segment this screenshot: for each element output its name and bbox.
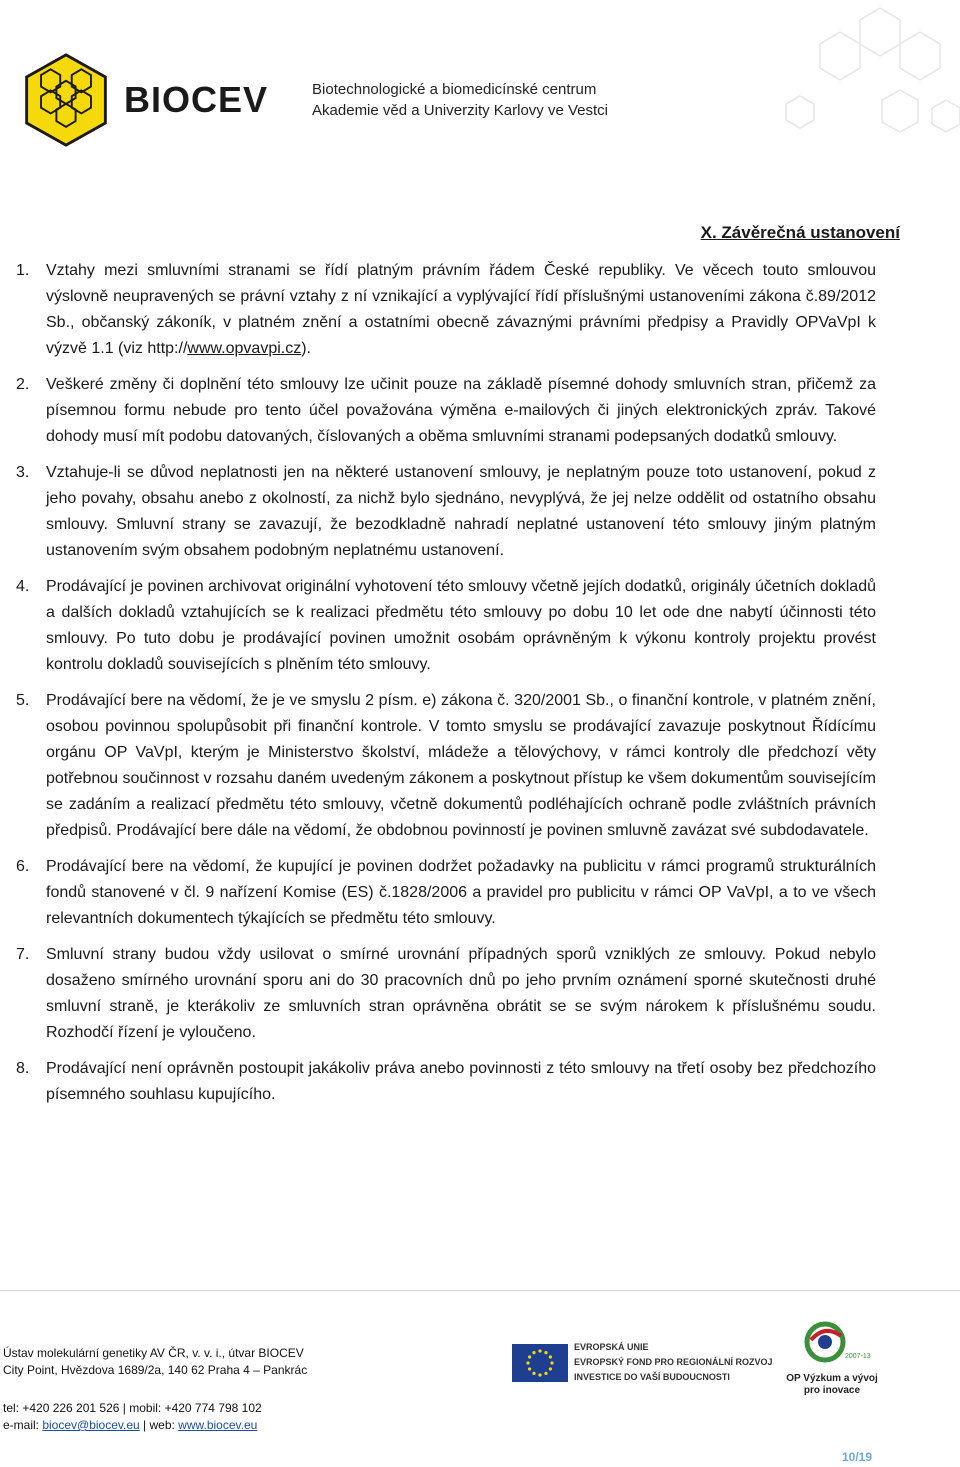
- item-number: 7.: [16, 946, 30, 963]
- biocev-wordmark: BIOCEV: [124, 79, 269, 120]
- item-text: Prodávající není oprávněn postoupit jakákoliv práva anebo povinnosti z této smlouvy na třetí osoby bez předchozího písemného souhlasu kupujícího.: [46, 1060, 876, 1103]
- header-subtitle-line1: Biotechnologické a biomedicínské centrum: [312, 81, 597, 98]
- item-text: Prodávající bere na vědomí, že kupující je povinen dodržet požadavky na publicitu v rámci programů strukturálních fondů stanovené v čl. 9 nařízení Komise (ES) č.1828/2006 a pravidel pro publicitu v rámci OP VaVpI, a to ve všech relevantních dokumentech týkajících se předmětu této smlouvy.: [46, 858, 876, 927]
- op-vavpi-logo: [786, 1318, 878, 1397]
- item-text: Vztahuje-li se důvod neplatnosti jen na některé ustanovení smlouvy, je neplatným pouze toto ustanovení, pokud z jeho povahy, obsahu anebo z okolností, za nichž bylo sjednáno, nevyplývá, že jej nelze oddělit od ostatního obsahu smlouvy. Smluvní strany se zavazují, že bezodkladně nahradí neplatné ustanovení této smlouvy jiným platným ustanovením svým obsahem podobným neplatnému ustanovení.: [46, 464, 876, 559]
- item-number: 8.: [16, 1060, 30, 1077]
- web-label: | web:: [139, 1418, 179, 1432]
- provisions-list: [16, 258, 876, 1118]
- item-text: Prodávající je povinen archivovat originální vyhotovení této smlouvy včetně jejích dodatků, originály účetních dokladů a dalších dokladů vztahujících se k realizaci předmětu této smlouvy po dobu 10 let ode dne nabytí účinnosti této smlouvy. Po tuto dobu je prodávající povinen umožnit osobám oprávněným k výkonu kontroly projektu provést kontrolu dokladů souvisejících s plněním této smlouvy.: [46, 578, 876, 673]
- header-subtitle-line2: Akademie věd a Univerzity Karlovy ve Vestci: [312, 102, 608, 119]
- list-item: [16, 688, 876, 844]
- footer-org: Ústav molekulární genetiky AV ČR, v. v. i., útvar BIOCEV: [3, 1346, 304, 1360]
- email-link[interactable]: biocev@biocev.eu: [42, 1418, 140, 1432]
- eu-flag-icon: [512, 1344, 568, 1382]
- list-item: [16, 574, 876, 678]
- decorative-hexagon-pattern: [600, 0, 960, 160]
- list-item: [16, 854, 876, 932]
- item-text: [46, 258, 876, 362]
- item-number: 3.: [16, 464, 30, 481]
- biocev-honeycomb-logo-icon: [18, 52, 114, 148]
- item-number: 1.: [16, 262, 30, 279]
- op-line2: pro inovace: [803, 1385, 861, 1396]
- op-years: 2007-13: [845, 1353, 871, 1360]
- item-number: 4.: [16, 578, 30, 595]
- item-text-part: ).: [301, 340, 311, 357]
- item-text: Smluvní strany budou vždy usilovat o smírné urovnání případných sporů vzniklých ze smlouvy. Pokud nebylo dosaženo smírného urovnání sporu ani do 30 pracovních dnů po jeho prvním oznámení sporné skutečnosti druhé smluvní straně, je kterákoliv ze smluvních stran oprávněna obrátit se se svým nárokem k příslušnému soudu. Rozhodčí řízení je vyloučeno.: [46, 946, 876, 1041]
- list-item: [16, 372, 876, 450]
- header-subtitle: [312, 79, 608, 121]
- page-number: 10/19: [841, 1450, 872, 1464]
- item-text: Veškeré změny či doplnění této smlouvy lze učinit pouze na základě písemné dohody smluvních stran, přičemž za písemnou formu nebude pro tento účel považována výměna e-mailových či jiných elektronických zpráv. Takové dohody musí mít podobu datovaných, číslovaných a oběma smluvními stranami podepsaných dodatků smlouvy.: [46, 376, 876, 445]
- footer-phones: tel: +420 226 201 526 | mobil: +420 774 798 102: [3, 1401, 262, 1415]
- item-text: Prodávající bere na vědomí, že je ve smyslu 2 písm. e) zákona č. 320/2001 Sb., o finanční kontrole, v platném znění, osobou povinnou spolupůsobit při finanční kontrole. V tomto smyslu se prodávající zavazuje poskytnout Řídícímu orgánu OP VaVpI, kterým je Ministerstvo školství, mládeže a tělovýchovy, v rámci kontroly dle předchozí věty potřebnou součinnost v rozsahu daném uvedeným zákonem a poskytnout přístup ke všem dokumentům souvisejícím se zadáním a realizací předmětu této smlouvy, včetně dokumentů podléhajících ochraně podle zvláštních právních předpisů. Prodávající bere dále na vědomí, že obdobnou povinností je povinen smluvně zavázat své subdodavatele.: [46, 692, 876, 839]
- eu-logo-text: [574, 1340, 773, 1385]
- op-vavpi-emblem-icon: [801, 1318, 871, 1368]
- list-item: [16, 1056, 876, 1108]
- eu-logo: [512, 1340, 773, 1385]
- list-item: [16, 942, 876, 1046]
- section-title: X. Závěrečná ustanovení: [700, 223, 900, 242]
- footer-contact: [3, 1345, 307, 1434]
- email-label: e-mail:: [3, 1418, 43, 1432]
- item-text-part: Vztahy mezi smluvními stranami se řídí platným právním řádem České republiky. Ve věcech touto smlouvou výslovně neupravených se právní vztahy z ní vznikající a vyplývající řídí příslušnými ustanoveními zákona č.89/2012 Sb., občanský zákoník, v platném znění a ostatními obecně závaznými právními předpisy a Pravidly OPVaVpI k výzvě 1.1 (viz http://: [46, 262, 876, 357]
- web-link[interactable]: www.biocev.eu: [178, 1418, 258, 1432]
- op-line1: OP Výzkum a vývoj: [786, 1373, 878, 1384]
- item-number: 2.: [16, 376, 30, 393]
- item-number: 5.: [16, 692, 30, 709]
- list-item: [16, 460, 876, 564]
- eu-line2: EVROPSKÝ FOND PRO REGIONÁLNÍ ROZVOJ: [574, 1357, 773, 1367]
- header: [18, 50, 608, 150]
- eu-line3: INVESTICE DO VAŠÍ BUDOUCNOSTI: [574, 1372, 730, 1382]
- opvavpi-link[interactable]: www.opvavpi.cz: [187, 340, 302, 357]
- footer-email-web: [3, 1417, 307, 1434]
- footer-address: City Point, Hvězdova 1689/2a, 140 62 Praha 4 – Pankrác: [3, 1363, 308, 1377]
- eu-line1: EVROPSKÁ UNIE: [574, 1342, 649, 1352]
- list-item: [16, 258, 876, 362]
- footer-divider: [0, 1290, 960, 1291]
- item-number: 6.: [16, 858, 30, 875]
